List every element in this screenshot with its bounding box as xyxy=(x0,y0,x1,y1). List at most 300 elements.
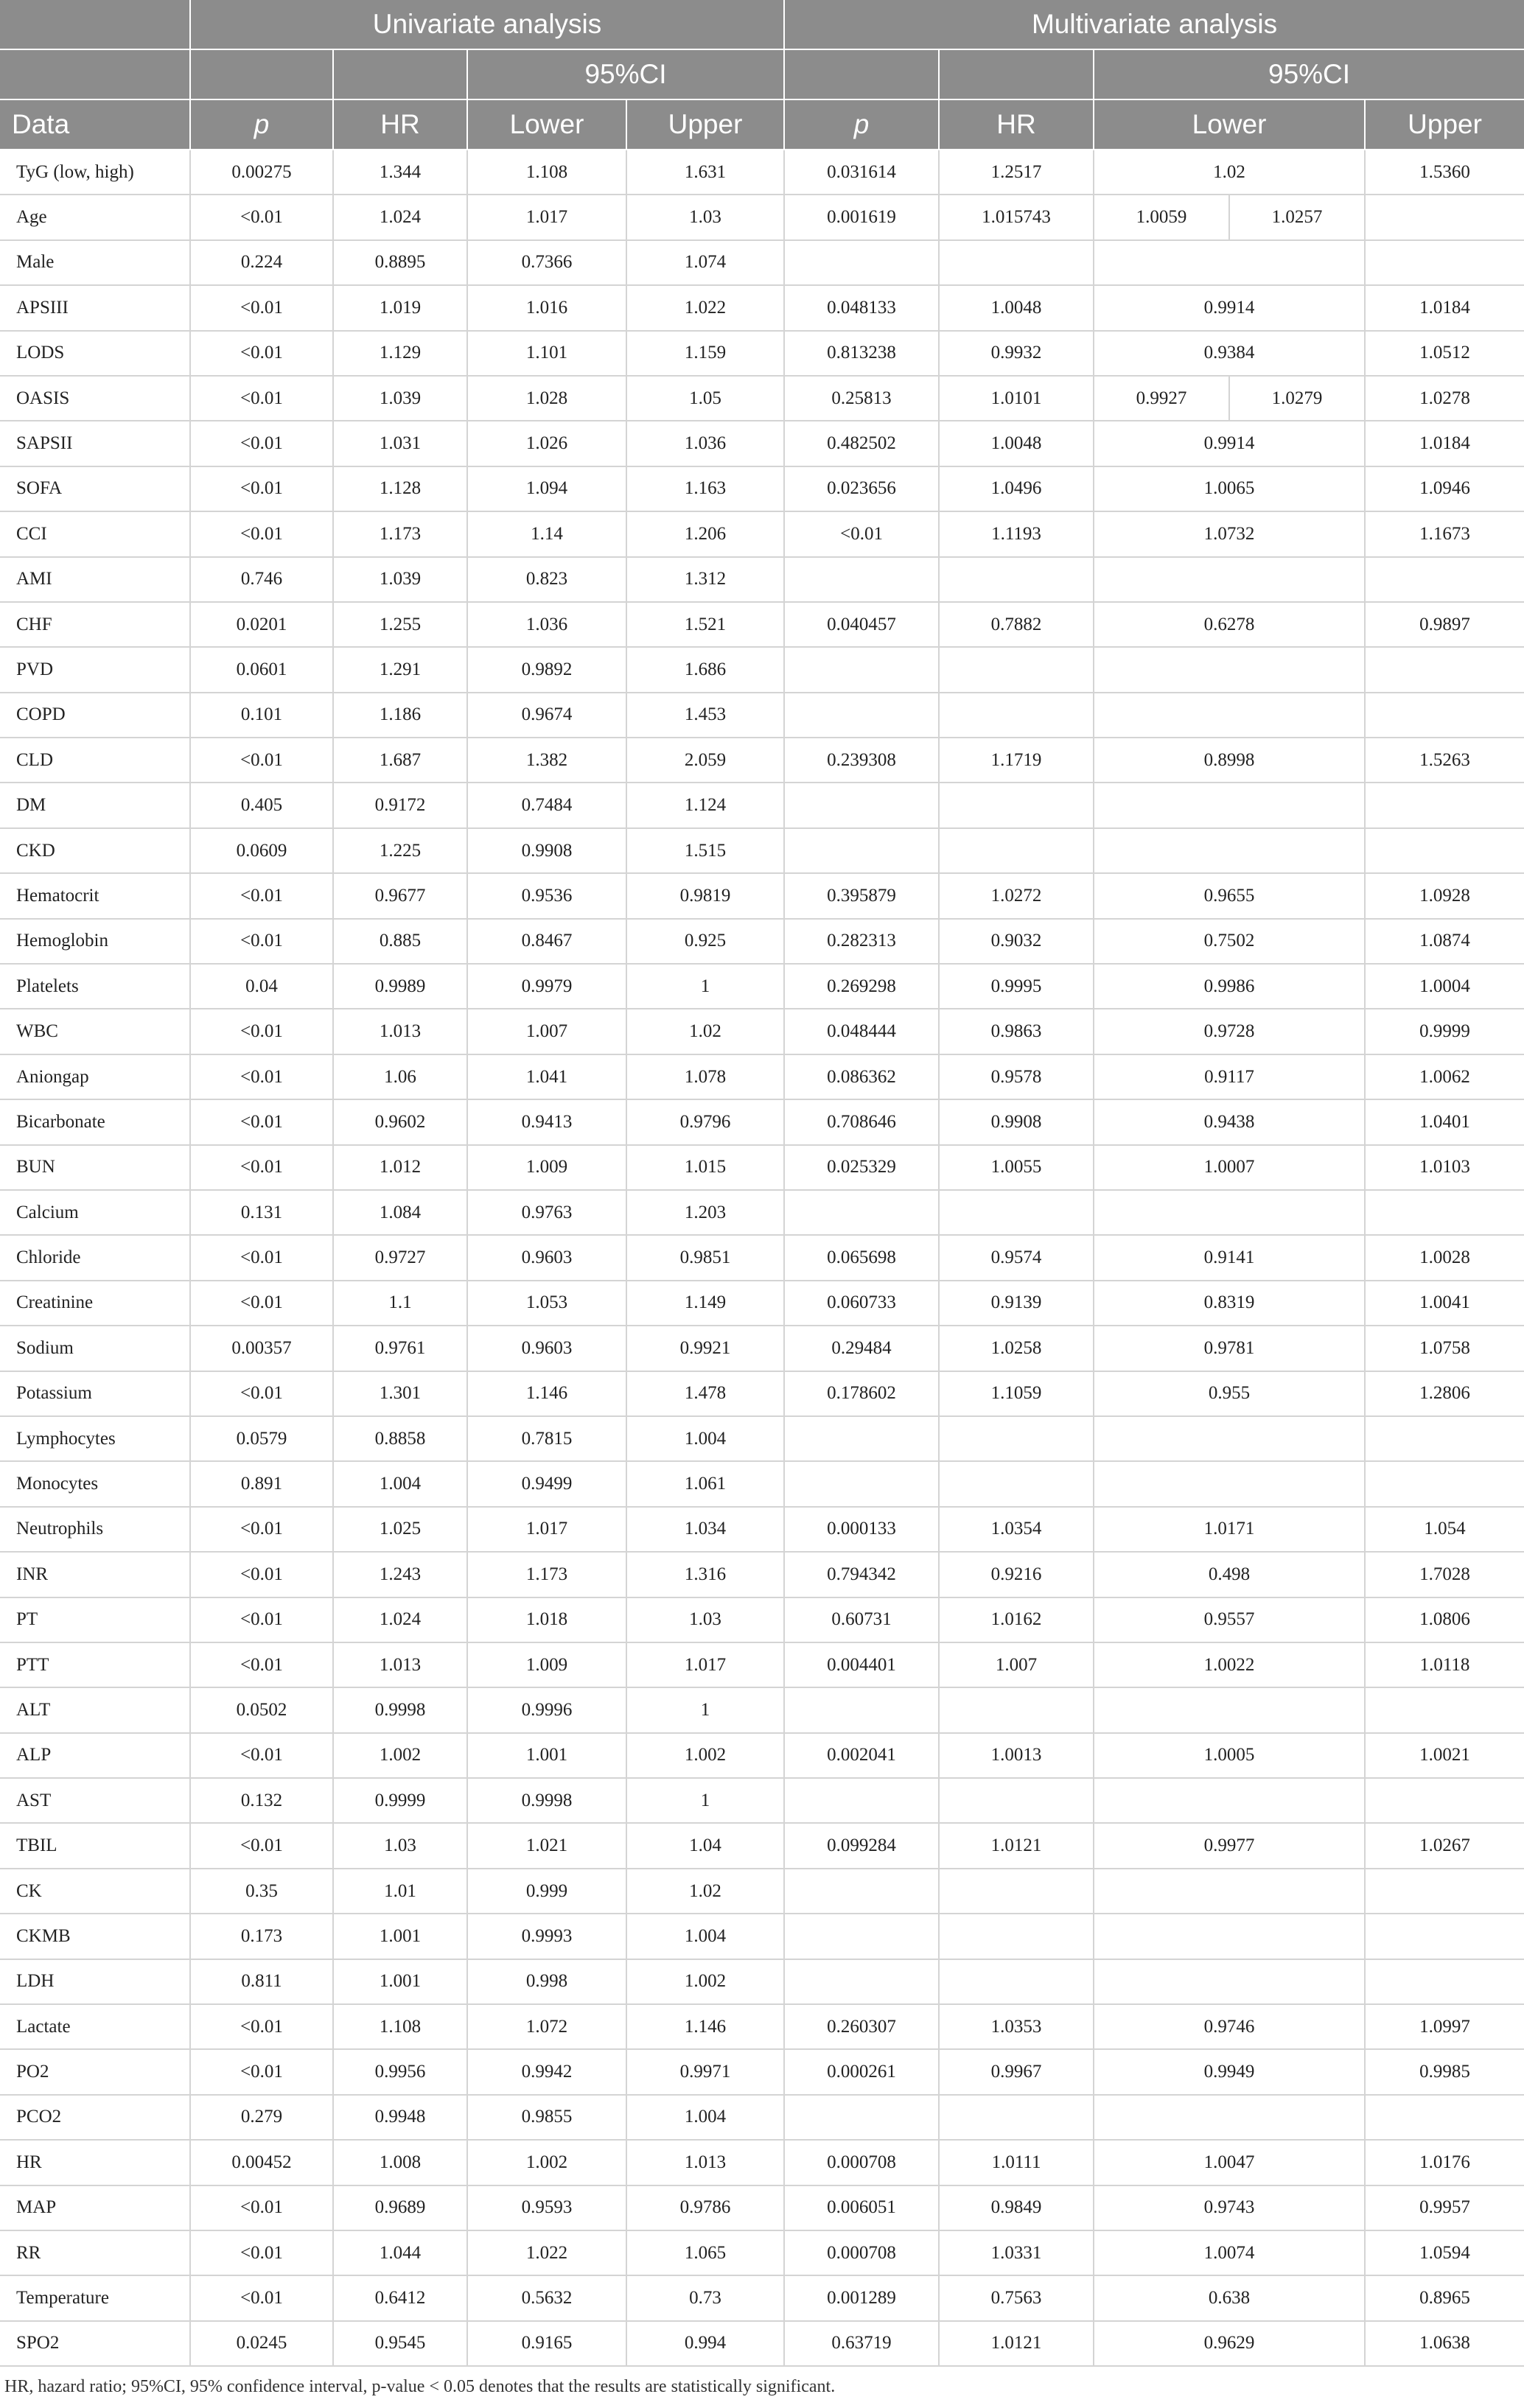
multivariate-p: 0.040457 xyxy=(784,602,939,647)
univariate-lower: 0.9979 xyxy=(467,964,626,1009)
multivariate-upper: 1.054 xyxy=(1365,1507,1524,1552)
multivariate-p: 0.002041 xyxy=(784,1733,939,1778)
multivariate-upper: 1.2806 xyxy=(1365,1371,1524,1416)
col-m-upper: Upper xyxy=(1365,99,1524,150)
multivariate-lower: 0.9141 xyxy=(1094,1235,1365,1280)
multivariate-lower: 0.9384 xyxy=(1094,331,1365,376)
multivariate-hr xyxy=(939,240,1094,285)
multivariate-upper: 0.8965 xyxy=(1365,2275,1524,2320)
univariate-p: <0.01 xyxy=(190,1099,333,1144)
multivariate-hr xyxy=(939,1687,1094,1732)
multivariate-hr: 0.9574 xyxy=(939,1235,1094,1280)
multivariate-lower-2: 1.0279 xyxy=(1229,376,1365,421)
row-label: RR xyxy=(0,2230,190,2275)
multivariate-lower: 0.7502 xyxy=(1094,919,1365,964)
table-row xyxy=(0,557,1524,602)
univariate-upper: 0.994 xyxy=(626,2321,784,2366)
univariate-hr: 1.186 xyxy=(333,693,467,738)
univariate-upper: 1.124 xyxy=(626,783,784,827)
multivariate-lower: 0.9655 xyxy=(1094,873,1365,918)
multivariate-p: 0.395879 xyxy=(784,873,939,918)
multivariate-lower: 1.0732 xyxy=(1094,511,1365,556)
univariate-upper: 1.159 xyxy=(626,331,784,376)
multivariate-hr xyxy=(939,783,1094,827)
univariate-lower: 0.9593 xyxy=(467,2185,626,2230)
multivariate-upper: 1.5263 xyxy=(1365,738,1524,783)
multivariate-ci-header: 95%CI xyxy=(1094,49,1524,99)
table-row xyxy=(0,647,1524,692)
multivariate-p: 0.023656 xyxy=(784,466,939,511)
table-row xyxy=(0,873,1524,918)
multivariate-hr: 0.9032 xyxy=(939,919,1094,964)
multivariate-upper: 0.9985 xyxy=(1365,2049,1524,2094)
multivariate-hr: 0.9849 xyxy=(939,2185,1094,2230)
univariate-hr: 1.019 xyxy=(333,285,467,330)
multivariate-lower xyxy=(1094,1687,1365,1732)
univariate-p: <0.01 xyxy=(190,421,333,466)
multivariate-lower-2: 1.0257 xyxy=(1229,195,1365,239)
multivariate-p: 0.25813 xyxy=(784,376,939,421)
row-label: SAPSII xyxy=(0,421,190,466)
row-label: TBIL xyxy=(0,1823,190,1868)
univariate-upper: 1.453 xyxy=(626,693,784,738)
multivariate-lower: 0.9728 xyxy=(1094,1009,1365,1054)
multivariate-lower: 1.0065 xyxy=(1094,466,1365,511)
multivariate-p: 0.031614 xyxy=(784,150,939,195)
table-row xyxy=(0,1552,1524,1597)
univariate-lower: 0.7484 xyxy=(467,783,626,827)
multivariate-lower xyxy=(1094,783,1365,827)
multivariate-lower xyxy=(1094,647,1365,692)
univariate-lower: 1.009 xyxy=(467,1145,626,1190)
multivariate-p: 0.813238 xyxy=(784,331,939,376)
row-label: DM xyxy=(0,783,190,827)
univariate-upper: 1.04 xyxy=(626,1823,784,1868)
table-row xyxy=(0,2095,1524,2140)
multivariate-upper xyxy=(1365,195,1524,239)
multivariate-upper: 1.0278 xyxy=(1365,376,1524,421)
multivariate-upper: 1.0118 xyxy=(1365,1642,1524,1687)
multivariate-p xyxy=(784,1687,939,1732)
univariate-hr: 1.044 xyxy=(333,2230,467,2275)
univariate-hr: 1.291 xyxy=(333,647,467,692)
row-label: Lymphocytes xyxy=(0,1416,190,1461)
table-row xyxy=(0,376,1524,421)
univariate-lower: 0.823 xyxy=(467,557,626,602)
multivariate-hr: 1.0353 xyxy=(939,2004,1094,2049)
multivariate-upper xyxy=(1365,1687,1524,1732)
multivariate-p xyxy=(784,783,939,827)
multivariate-hr: 0.9967 xyxy=(939,2049,1094,2094)
multivariate-p: 0.060733 xyxy=(784,1281,939,1326)
univariate-header: Univariate analysis xyxy=(190,0,784,49)
multivariate-upper: 1.0946 xyxy=(1365,466,1524,511)
univariate-p: <0.01 xyxy=(190,195,333,239)
row-label: OASIS xyxy=(0,376,190,421)
univariate-lower: 1.009 xyxy=(467,1642,626,1687)
table-row xyxy=(0,602,1524,647)
multivariate-p xyxy=(784,1914,939,1959)
univariate-p: 0.0201 xyxy=(190,602,333,647)
univariate-lower: 0.9603 xyxy=(467,1235,626,1280)
multivariate-upper: 1.0928 xyxy=(1365,873,1524,918)
row-label: Lactate xyxy=(0,2004,190,2049)
univariate-upper: 1.03 xyxy=(626,195,784,239)
univariate-p: 0.0609 xyxy=(190,828,333,873)
multivariate-hr: 1.015743 xyxy=(939,195,1094,239)
table-row xyxy=(0,331,1524,376)
univariate-hr: 1.243 xyxy=(333,1552,467,1597)
univariate-lower: 0.7815 xyxy=(467,1416,626,1461)
multivariate-p: 0.63719 xyxy=(784,2321,939,2366)
multivariate-lower: 0.638 xyxy=(1094,2275,1365,2320)
multivariate-hr xyxy=(939,1416,1094,1461)
univariate-hr: 1.03 xyxy=(333,1823,467,1868)
multivariate-p: 0.000708 xyxy=(784,2230,939,2275)
univariate-ci-header: 95%CI xyxy=(467,49,784,99)
multivariate-hr xyxy=(939,1869,1094,1914)
row-label: Calcium xyxy=(0,1190,190,1235)
univariate-upper: 1.002 xyxy=(626,1733,784,1778)
multivariate-upper: 1.0638 xyxy=(1365,2321,1524,2366)
univariate-p: 0.04 xyxy=(190,964,333,1009)
univariate-upper: 1.163 xyxy=(626,466,784,511)
table-row xyxy=(0,2230,1524,2275)
univariate-upper: 1.02 xyxy=(626,1009,784,1054)
multivariate-upper xyxy=(1365,1416,1524,1461)
multivariate-hr: 1.0331 xyxy=(939,2230,1094,2275)
table-row xyxy=(0,1778,1524,1823)
multivariate-lower xyxy=(1094,557,1365,602)
univariate-upper: 1.05 xyxy=(626,376,784,421)
multivariate-p xyxy=(784,1190,939,1235)
table-row xyxy=(0,1461,1524,1506)
univariate-upper: 1.004 xyxy=(626,2095,784,2140)
table-row xyxy=(0,150,1524,195)
multivariate-hr: 1.2517 xyxy=(939,150,1094,195)
univariate-lower: 0.9996 xyxy=(467,1687,626,1732)
univariate-lower: 0.999 xyxy=(467,1869,626,1914)
multivariate-hr xyxy=(939,557,1094,602)
univariate-lower: 0.998 xyxy=(467,1959,626,2004)
multivariate-upper: 1.1673 xyxy=(1365,511,1524,556)
univariate-lower: 0.8467 xyxy=(467,919,626,964)
row-label: CK xyxy=(0,1869,190,1914)
univariate-upper: 0.9921 xyxy=(626,1326,784,1371)
univariate-p: 0.00452 xyxy=(190,2140,333,2185)
univariate-upper: 1.515 xyxy=(626,828,784,873)
table-row xyxy=(0,1597,1524,1642)
univariate-hr: 1.108 xyxy=(333,2004,467,2049)
univariate-lower: 0.9993 xyxy=(467,1914,626,1959)
univariate-p: <0.01 xyxy=(190,1552,333,1597)
univariate-lower: 1.14 xyxy=(467,511,626,556)
multivariate-lower: 0.9781 xyxy=(1094,1326,1365,1371)
multivariate-hr: 0.9995 xyxy=(939,964,1094,1009)
univariate-hr: 1.013 xyxy=(333,1009,467,1054)
table-row xyxy=(0,511,1524,556)
multivariate-p: 0.239308 xyxy=(784,738,939,783)
multivariate-hr: 1.1193 xyxy=(939,511,1094,556)
table-row xyxy=(0,1507,1524,1552)
univariate-lower: 0.9942 xyxy=(467,2049,626,2094)
table-row xyxy=(0,828,1524,873)
multivariate-upper: 1.0028 xyxy=(1365,1235,1524,1280)
multivariate-p xyxy=(784,828,939,873)
col-m-p: p xyxy=(784,99,939,150)
univariate-lower: 1.002 xyxy=(467,2140,626,2185)
univariate-p: 0.132 xyxy=(190,1778,333,1823)
univariate-hr: 1.001 xyxy=(333,1914,467,1959)
row-label: APSIII xyxy=(0,285,190,330)
header-blank xyxy=(190,49,333,99)
multivariate-lower: 0.9914 xyxy=(1094,421,1365,466)
multivariate-p: 0.000133 xyxy=(784,1507,939,1552)
univariate-hr: 1.301 xyxy=(333,1371,467,1416)
table-row xyxy=(0,1914,1524,1959)
univariate-hr: 0.9998 xyxy=(333,1687,467,1732)
univariate-upper: 1 xyxy=(626,964,784,1009)
row-label: Creatinine xyxy=(0,1281,190,1326)
univariate-lower: 0.7366 xyxy=(467,240,626,285)
multivariate-p: 0.282313 xyxy=(784,919,939,964)
multivariate-hr: 0.9932 xyxy=(939,331,1094,376)
multivariate-hr: 1.0013 xyxy=(939,1733,1094,1778)
multivariate-p xyxy=(784,240,939,285)
multivariate-upper xyxy=(1365,557,1524,602)
row-label: INR xyxy=(0,1552,190,1597)
multivariate-p: 0.048133 xyxy=(784,285,939,330)
row-label: Age xyxy=(0,195,190,239)
row-label: PVD xyxy=(0,647,190,692)
univariate-lower: 0.5632 xyxy=(467,2275,626,2320)
univariate-upper: 1 xyxy=(626,1778,784,1823)
row-label: Monocytes xyxy=(0,1461,190,1506)
row-label: Hematocrit xyxy=(0,873,190,918)
multivariate-hr: 0.9578 xyxy=(939,1054,1094,1099)
univariate-upper: 1.004 xyxy=(626,1416,784,1461)
univariate-p: <0.01 xyxy=(190,1642,333,1687)
multivariate-lower: 0.9438 xyxy=(1094,1099,1365,1144)
univariate-p: <0.01 xyxy=(190,466,333,511)
row-label: HR xyxy=(0,2140,190,2185)
row-label: ALT xyxy=(0,1687,190,1732)
univariate-lower: 0.9855 xyxy=(467,2095,626,2140)
univariate-hr: 0.9956 xyxy=(333,2049,467,2094)
multivariate-upper: 0.9999 xyxy=(1365,1009,1524,1054)
row-label: CCI xyxy=(0,511,190,556)
multivariate-p: 0.000708 xyxy=(784,2140,939,2185)
table-row xyxy=(0,964,1524,1009)
univariate-hr: 1.06 xyxy=(333,1054,467,1099)
univariate-lower: 1.028 xyxy=(467,376,626,421)
multivariate-hr: 1.0048 xyxy=(939,421,1094,466)
univariate-p: <0.01 xyxy=(190,376,333,421)
univariate-p: <0.01 xyxy=(190,1507,333,1552)
multivariate-lower xyxy=(1094,693,1365,738)
multivariate-lower: 0.8998 xyxy=(1094,738,1365,783)
univariate-hr: 1.039 xyxy=(333,557,467,602)
univariate-hr: 1.004 xyxy=(333,1461,467,1506)
multivariate-lower xyxy=(1094,240,1365,285)
univariate-p: 0.279 xyxy=(190,2095,333,2140)
multivariate-lower: 0.6278 xyxy=(1094,602,1365,647)
univariate-hr: 1.225 xyxy=(333,828,467,873)
table-row xyxy=(0,1733,1524,1778)
row-label: ALP xyxy=(0,1733,190,1778)
univariate-upper: 1.312 xyxy=(626,557,784,602)
multivariate-hr: 1.0354 xyxy=(939,1507,1094,1552)
univariate-lower: 1.072 xyxy=(467,2004,626,2049)
univariate-p: <0.01 xyxy=(190,738,333,783)
univariate-p: <0.01 xyxy=(190,331,333,376)
header-blank xyxy=(784,49,939,99)
univariate-upper: 1.061 xyxy=(626,1461,784,1506)
row-label: Platelets xyxy=(0,964,190,1009)
table-row xyxy=(0,783,1524,827)
univariate-p: <0.01 xyxy=(190,1597,333,1642)
row-label: WBC xyxy=(0,1009,190,1054)
multivariate-lower: 0.9629 xyxy=(1094,2321,1365,2366)
univariate-hr: 1.008 xyxy=(333,2140,467,2185)
univariate-upper: 1.013 xyxy=(626,2140,784,2185)
row-label: SPO2 xyxy=(0,2321,190,2366)
multivariate-upper: 1.0997 xyxy=(1365,2004,1524,2049)
multivariate-lower: 0.498 xyxy=(1094,1552,1365,1597)
col-m-lower: Lower xyxy=(1094,99,1365,150)
multivariate-upper xyxy=(1365,783,1524,827)
univariate-p: 0.811 xyxy=(190,1959,333,2004)
multivariate-hr xyxy=(939,1778,1094,1823)
univariate-lower: 1.108 xyxy=(467,150,626,195)
multivariate-p: 0.794342 xyxy=(784,1552,939,1597)
univariate-lower: 1.053 xyxy=(467,1281,626,1326)
univariate-upper: 1.065 xyxy=(626,2230,784,2275)
univariate-p: <0.01 xyxy=(190,873,333,918)
row-label: PT xyxy=(0,1597,190,1642)
row-label: CLD xyxy=(0,738,190,783)
univariate-p: 0.0502 xyxy=(190,1687,333,1732)
table-row xyxy=(0,1959,1524,2004)
univariate-upper: 1.316 xyxy=(626,1552,784,1597)
multivariate-lower: 0.9927 xyxy=(1094,376,1229,421)
table-row xyxy=(0,240,1524,285)
univariate-p: <0.01 xyxy=(190,1733,333,1778)
multivariate-lower: 1.0171 xyxy=(1094,1507,1365,1552)
univariate-lower: 1.101 xyxy=(467,331,626,376)
multivariate-lower: 0.9914 xyxy=(1094,285,1365,330)
multivariate-hr: 1.0048 xyxy=(939,285,1094,330)
multivariate-lower: 0.8319 xyxy=(1094,1281,1365,1326)
univariate-lower: 1.021 xyxy=(467,1823,626,1868)
univariate-lower: 1.022 xyxy=(467,2230,626,2275)
row-label: PCO2 xyxy=(0,2095,190,2140)
multivariate-upper: 1.0004 xyxy=(1365,964,1524,1009)
univariate-hr: 0.6412 xyxy=(333,2275,467,2320)
univariate-lower: 0.9763 xyxy=(467,1190,626,1235)
multivariate-lower: 1.02 xyxy=(1094,150,1365,195)
multivariate-lower xyxy=(1094,1461,1365,1506)
univariate-upper: 1.03 xyxy=(626,1597,784,1642)
row-label: MAP xyxy=(0,2185,190,2230)
univariate-hr: 1.024 xyxy=(333,1597,467,1642)
table-row xyxy=(0,195,1524,239)
multivariate-p: 0.025329 xyxy=(784,1145,939,1190)
univariate-upper: 1.631 xyxy=(626,150,784,195)
multivariate-p: 0.482502 xyxy=(784,421,939,466)
univariate-upper: 1 xyxy=(626,1687,784,1732)
univariate-upper: 0.9796 xyxy=(626,1099,784,1144)
univariate-hr: 1.129 xyxy=(333,331,467,376)
univariate-upper: 0.9851 xyxy=(626,1235,784,1280)
univariate-upper: 1.203 xyxy=(626,1190,784,1235)
univariate-p: <0.01 xyxy=(190,1235,333,1280)
univariate-hr: 0.885 xyxy=(333,919,467,964)
multivariate-upper xyxy=(1365,1959,1524,2004)
multivariate-p: 0.708646 xyxy=(784,1099,939,1144)
row-label: TyG (low, high) xyxy=(0,150,190,195)
multivariate-hr: 0.7882 xyxy=(939,602,1094,647)
univariate-lower: 0.9892 xyxy=(467,647,626,692)
multivariate-upper xyxy=(1365,647,1524,692)
univariate-p: <0.01 xyxy=(190,1281,333,1326)
table-row xyxy=(0,1281,1524,1326)
univariate-lower: 0.9413 xyxy=(467,1099,626,1144)
multivariate-p: 0.065698 xyxy=(784,1235,939,1280)
univariate-p: <0.01 xyxy=(190,2185,333,2230)
multivariate-upper: 1.5360 xyxy=(1365,150,1524,195)
row-label: AST xyxy=(0,1778,190,1823)
table-row xyxy=(0,1642,1524,1687)
univariate-p: <0.01 xyxy=(190,1145,333,1190)
univariate-upper: 1.206 xyxy=(626,511,784,556)
univariate-p: 0.746 xyxy=(190,557,333,602)
univariate-hr: 1.002 xyxy=(333,1733,467,1778)
univariate-p: <0.01 xyxy=(190,1054,333,1099)
multivariate-p: 0.004401 xyxy=(784,1642,939,1687)
row-label: Neutrophils xyxy=(0,1507,190,1552)
univariate-upper: 1.02 xyxy=(626,1869,784,1914)
univariate-hr: 1.025 xyxy=(333,1507,467,1552)
multivariate-hr: 0.9216 xyxy=(939,1552,1094,1597)
multivariate-upper xyxy=(1365,693,1524,738)
univariate-p: <0.01 xyxy=(190,285,333,330)
multivariate-hr: 1.0121 xyxy=(939,2321,1094,2366)
multivariate-lower: 0.9746 xyxy=(1094,2004,1365,2049)
univariate-hr: 1.024 xyxy=(333,195,467,239)
multivariate-lower: 0.9117 xyxy=(1094,1054,1365,1099)
univariate-upper: 0.9971 xyxy=(626,2049,784,2094)
multivariate-upper: 1.0103 xyxy=(1365,1145,1524,1190)
table-row xyxy=(0,2004,1524,2049)
univariate-p: 0.0601 xyxy=(190,647,333,692)
univariate-hr: 1.013 xyxy=(333,1642,467,1687)
table-row xyxy=(0,738,1524,783)
multivariate-p xyxy=(784,1778,939,1823)
multivariate-upper: 1.0758 xyxy=(1365,1326,1524,1371)
multivariate-hr: 1.0496 xyxy=(939,466,1094,511)
table-row xyxy=(0,2321,1524,2366)
univariate-hr: 0.8858 xyxy=(333,1416,467,1461)
multivariate-upper: 1.0184 xyxy=(1365,421,1524,466)
row-label: Male xyxy=(0,240,190,285)
univariate-lower: 1.041 xyxy=(467,1054,626,1099)
univariate-hr: 0.9727 xyxy=(333,1235,467,1280)
table-body xyxy=(0,150,1524,2366)
univariate-lower: 0.9908 xyxy=(467,828,626,873)
multivariate-upper: 1.0021 xyxy=(1365,1733,1524,1778)
univariate-p: 0.173 xyxy=(190,1914,333,1959)
